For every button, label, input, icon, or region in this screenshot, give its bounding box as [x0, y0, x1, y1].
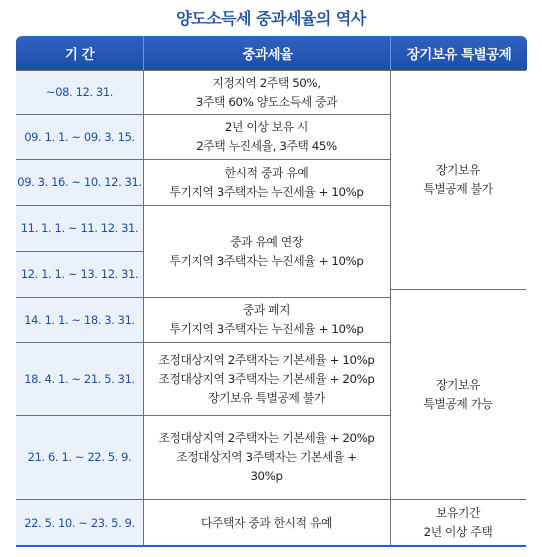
- column-divider: [390, 70, 391, 546]
- period-cell: 18. 4. 1. ~ 21. 5. 31.: [16, 343, 143, 415]
- header-period: 기 간: [16, 36, 143, 70]
- tax-rate-cell: [143, 343, 390, 415]
- column-divider: [143, 70, 144, 546]
- deduction-line: 장기보유: [436, 377, 480, 392]
- tax-rate-line: 장기보유 특별공제 불가: [208, 390, 325, 405]
- deduction-line: 특별공제 불가: [423, 182, 493, 196]
- tax-history-table: [16, 36, 526, 546]
- tax-rate-line: 다주택자 중과 한시적 유예: [200, 515, 332, 530]
- deduction-line: 보유기간: [436, 506, 480, 520]
- header-tax-rate: 중과세율: [143, 36, 391, 70]
- row-divider: [16, 415, 390, 416]
- tax-rate-cell: [143, 115, 390, 159]
- tax-rate-line: 조정대상지역 3주택자는 기본세율 +: [176, 450, 357, 464]
- row-divider: [16, 297, 390, 298]
- tax-rate-line: 한시적 중과 유예: [224, 165, 309, 180]
- row-divider: [16, 70, 526, 71]
- tax-rate-cell: [143, 206, 390, 297]
- tax-rate-line: 중과 폐지: [242, 303, 291, 317]
- row-divider: [16, 251, 143, 252]
- tax-rate-line: 지정지역 2주택 50%,: [212, 75, 321, 90]
- row-divider: [16, 205, 390, 206]
- table-bottom-border: [16, 545, 526, 547]
- period-cell: 11. 1. 1. ~ 11. 12. 31.: [16, 206, 143, 251]
- tax-rate-line: 조정대상지역 2주택자는 기본세율 + 20%p: [158, 431, 375, 445]
- tax-rate-line: 투기지역 3주택자는 누진세율 + 10%p: [169, 322, 364, 336]
- tax-rate-line: 30%p: [250, 469, 283, 483]
- row-divider: [16, 342, 390, 343]
- deduction-line: 특별공제 가능: [423, 396, 493, 411]
- row-divider: [390, 289, 526, 290]
- row-divider: [16, 499, 526, 500]
- tax-rate-cell: [143, 160, 390, 205]
- period-cell: 14. 1. 1. ~ 18. 3. 31.: [16, 298, 143, 342]
- tax-rate-line: 투기지역 3주택자는 누진세율 + 10%p: [169, 184, 364, 199]
- tax-rate-cell: [143, 416, 390, 499]
- deduction-cell: [390, 500, 526, 546]
- tax-rate-line: 3주택 60% 양도소득세 중과: [195, 94, 338, 109]
- period-cell: 21. 6. 1. ~ 22. 5. 9.: [16, 416, 143, 499]
- period-cell: 09. 1. 1. ~ 09. 3. 15.: [16, 115, 143, 159]
- row-divider: [16, 159, 390, 160]
- tax-rate-line: 투기지역 3주택자는 누진세율 + 10%p: [169, 253, 364, 268]
- row-divider: [16, 114, 390, 115]
- period-cell: 09. 3. 16. ~ 10. 12. 31.: [16, 160, 143, 205]
- tax-rate-cell: [143, 500, 390, 546]
- deduction-cell: [390, 71, 526, 289]
- tax-rate-line: 조정대상지역 3주택자는 기본세율 + 20%p: [158, 371, 375, 386]
- tax-rate-line: 조정대상지역 2주택자는 기본세율 + 10%p: [158, 352, 375, 367]
- tax-rate-line: 중과 유예 연장: [230, 234, 303, 249]
- tax-rate-line: 2주택 누진세율, 3주택 45%: [196, 139, 337, 153]
- deduction-line: 장기보유: [436, 163, 480, 177]
- page-title: 양도소득세 중과세율의 역사: [176, 9, 366, 28]
- deduction-cell: [390, 290, 526, 499]
- period-cell: 22. 5. 10. ~ 23. 5. 9.: [16, 500, 143, 546]
- deduction-line: 2년 이상 주택: [423, 525, 493, 539]
- period-cell: ~08. 12. 31.: [16, 71, 143, 114]
- period-cell: 12. 1. 1. ~ 13. 12. 31.: [16, 252, 143, 297]
- tax-rate-cell: [143, 71, 390, 114]
- header-deduction: 장기보유 특별공제: [390, 36, 527, 70]
- tax-rate-cell: [143, 298, 390, 342]
- tax-rate-line: 2년 이상 보유 시: [224, 120, 309, 134]
